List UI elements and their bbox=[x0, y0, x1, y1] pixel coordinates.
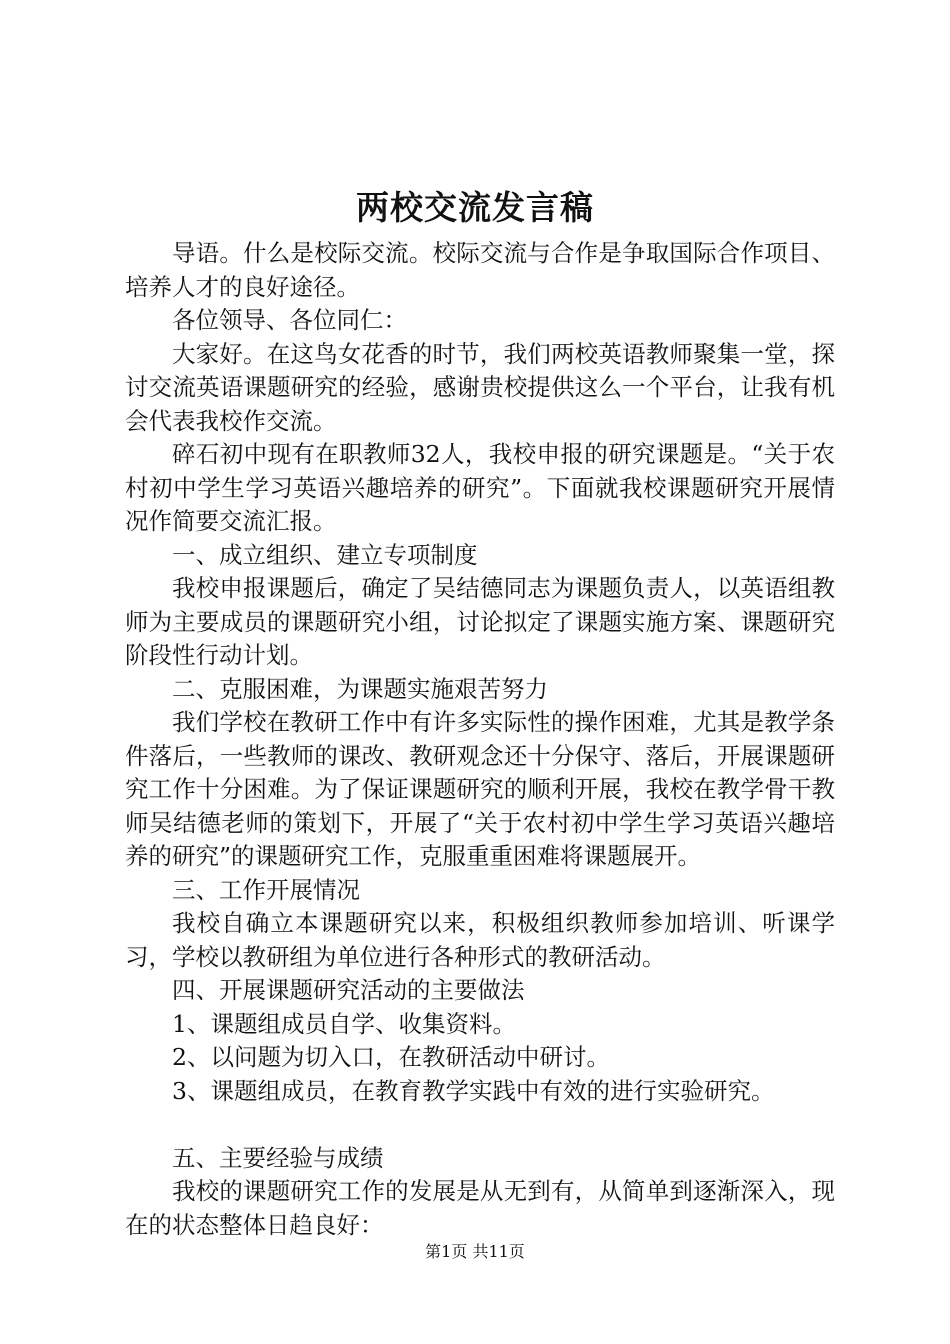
page-number-footer: 第1页 共11页 bbox=[425, 1242, 525, 1261]
list-item-3: 3、课题组成员，在教育教学实践中有效的进行实验研究。 bbox=[172, 1076, 775, 1105]
school-overview-paragraph: 碎石初中现有在职教师32人，我校申报的研究课题是。“关于农村初中学生学习英语兴趣培养的研究”。下面就我校课题研究开展情况作简要交流汇报。 bbox=[125, 440, 835, 535]
salutation: 各位领导、各位同仁： bbox=[172, 306, 407, 334]
document-body bbox=[125, 237, 835, 1242]
section-5-paragraph: 我校的课题研究工作的发展是从无到有，从简单到逐渐深入，现在的状态整体日趋良好： bbox=[125, 1177, 835, 1239]
section-3-paragraph: 我校自确立本课题研究以来，积极组织教师参加培训、听课学习，学校以教研组为单位进行各种形式的教研活动。 bbox=[125, 909, 835, 971]
section-1-paragraph: 我校申报课题后，确定了吴结德同志为课题负责人，以英语组教师为主要成员的课题研究小组，讨论拟定了课题实施方案、课题研究阶段性行动计划。 bbox=[125, 574, 835, 669]
list-item-2: 2、以问题为切入口，在教研活动中研讨。 bbox=[172, 1043, 610, 1071]
greeting-paragraph: 大家好。在这鸟女花香的时节，我们两校英语教师聚集一堂，探讨交流英语课题研究的经验，感谢贵校提供这么一个平台，让我有机会代表我校作交流。 bbox=[125, 339, 835, 435]
section-heading-1: 一、成立组织、建立专项制度 bbox=[172, 540, 478, 569]
document-title: 两校交流发言稿 bbox=[356, 188, 594, 227]
section-heading-5: 五、主要经验与成绩 bbox=[172, 1143, 384, 1172]
section-heading-4: 四、开展课题研究活动的主要做法 bbox=[172, 976, 525, 1004]
section-heading-3: 三、工作开展情况 bbox=[172, 875, 360, 904]
section-2-paragraph: 我们学校在教研工作中有许多实际性的操作困难，尤其是教学条件落后，一些教师的课改、教研观念还十分保守、落后，开展课题研究工作十分困难。为了保证课题研究的顺利开展，我校在教学骨干教师吴结德老师的策划下，开展了“关于农村初中学生学习英语兴趣培养的研究”的课题研究工作，克服重重困难将课题展开。 bbox=[125, 708, 835, 870]
paragraph-spacer bbox=[125, 1108, 835, 1142]
list-item-1: 1、课题组成员自学、收集资料。 bbox=[172, 1009, 516, 1038]
section-heading-2: 二、克服困难，为课题实施艰苦努力 bbox=[172, 674, 548, 703]
intro-paragraph: 导语。什么是校际交流。校际交流与合作是争取国际合作项目、培养人才的良好途径。 bbox=[125, 239, 835, 301]
